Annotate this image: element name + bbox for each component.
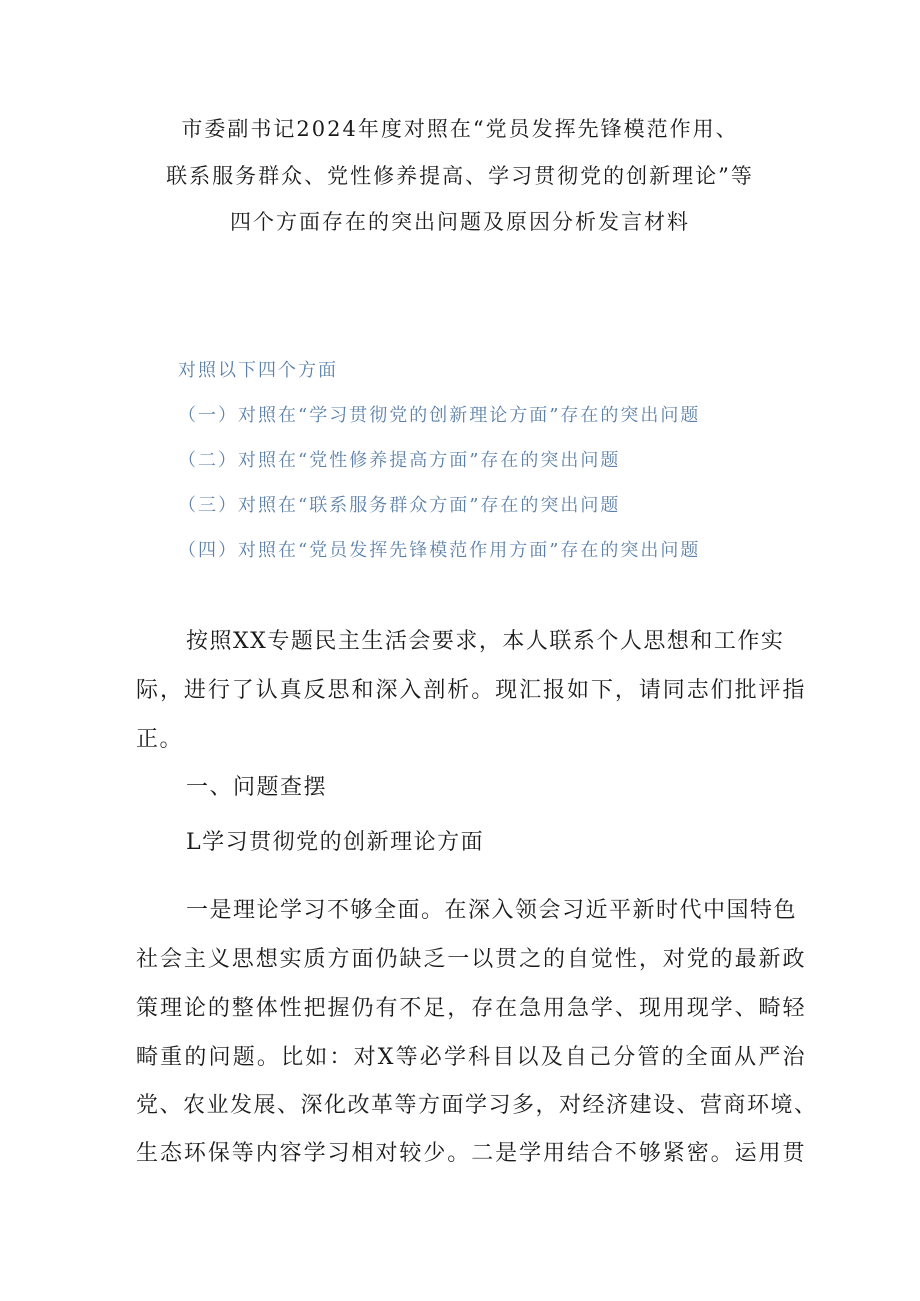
title-line-1: 市委副书记2024年度对照在“党员发挥先锋模范作用、 [181,117,739,141]
paragraph-line-1: 一是理论学习不够全面。在深入领会习近平新时代中国特色 [186,898,798,923]
toc-item-4[interactable]: （四）对照在“党员发挥先锋模范作用方面”存在的突出问题 [178,540,701,561]
toc-item-3[interactable]: （三）对照在“联系服务群众方面”存在的突出问题 [178,495,621,516]
paragraph-line-2: 社会主义思想实质方面仍缺乏一以贯之的自觉性，对党的最新政 [136,947,806,972]
toc-heading: 对照以下四个方面 [178,360,338,381]
paragraph-line-3: 策理论的整体性把握仍有不足，存在急用急学、现用现学、畸轻 [136,996,806,1021]
subsection-heading: L学习贯彻党的创新理论方面 [186,830,485,855]
title-line-2: 联系服务群众、党性修养提高、学习贯彻党的创新理论”等 [166,164,754,188]
section-heading: 一、问题查摆 [186,775,328,800]
intro-line-1: 按照XX专题民主生活会要求，本人联系个人思想和工作实 [186,629,785,654]
paragraph-line-4: 畸重的问题。比如：对X等必学科目以及自己分管的全面从严治 [136,1045,806,1070]
intro-line-2: 际，进行了认真反思和深入剖析。现汇报如下，请同志们批评指 [136,678,806,703]
title-line-3: 四个方面存在的突出问题及原因分析发言材料 [230,210,690,234]
paragraph-line-6: 生态环保等内容学习相对较少。二是学用结合不够紧密。运用贯 [136,1141,806,1166]
intro-line-3: 正。 [136,727,184,752]
toc-item-2[interactable]: （二）对照在“党性修养提高方面”存在的突出问题 [178,450,621,471]
toc-item-1[interactable]: （一）对照在“学习贯彻党的创新理论方面”存在的突出问题 [178,405,701,426]
paragraph-line-5: 党、农业发展、深化改革等方面学习多，对经济建设、营商环境、 [136,1093,818,1118]
